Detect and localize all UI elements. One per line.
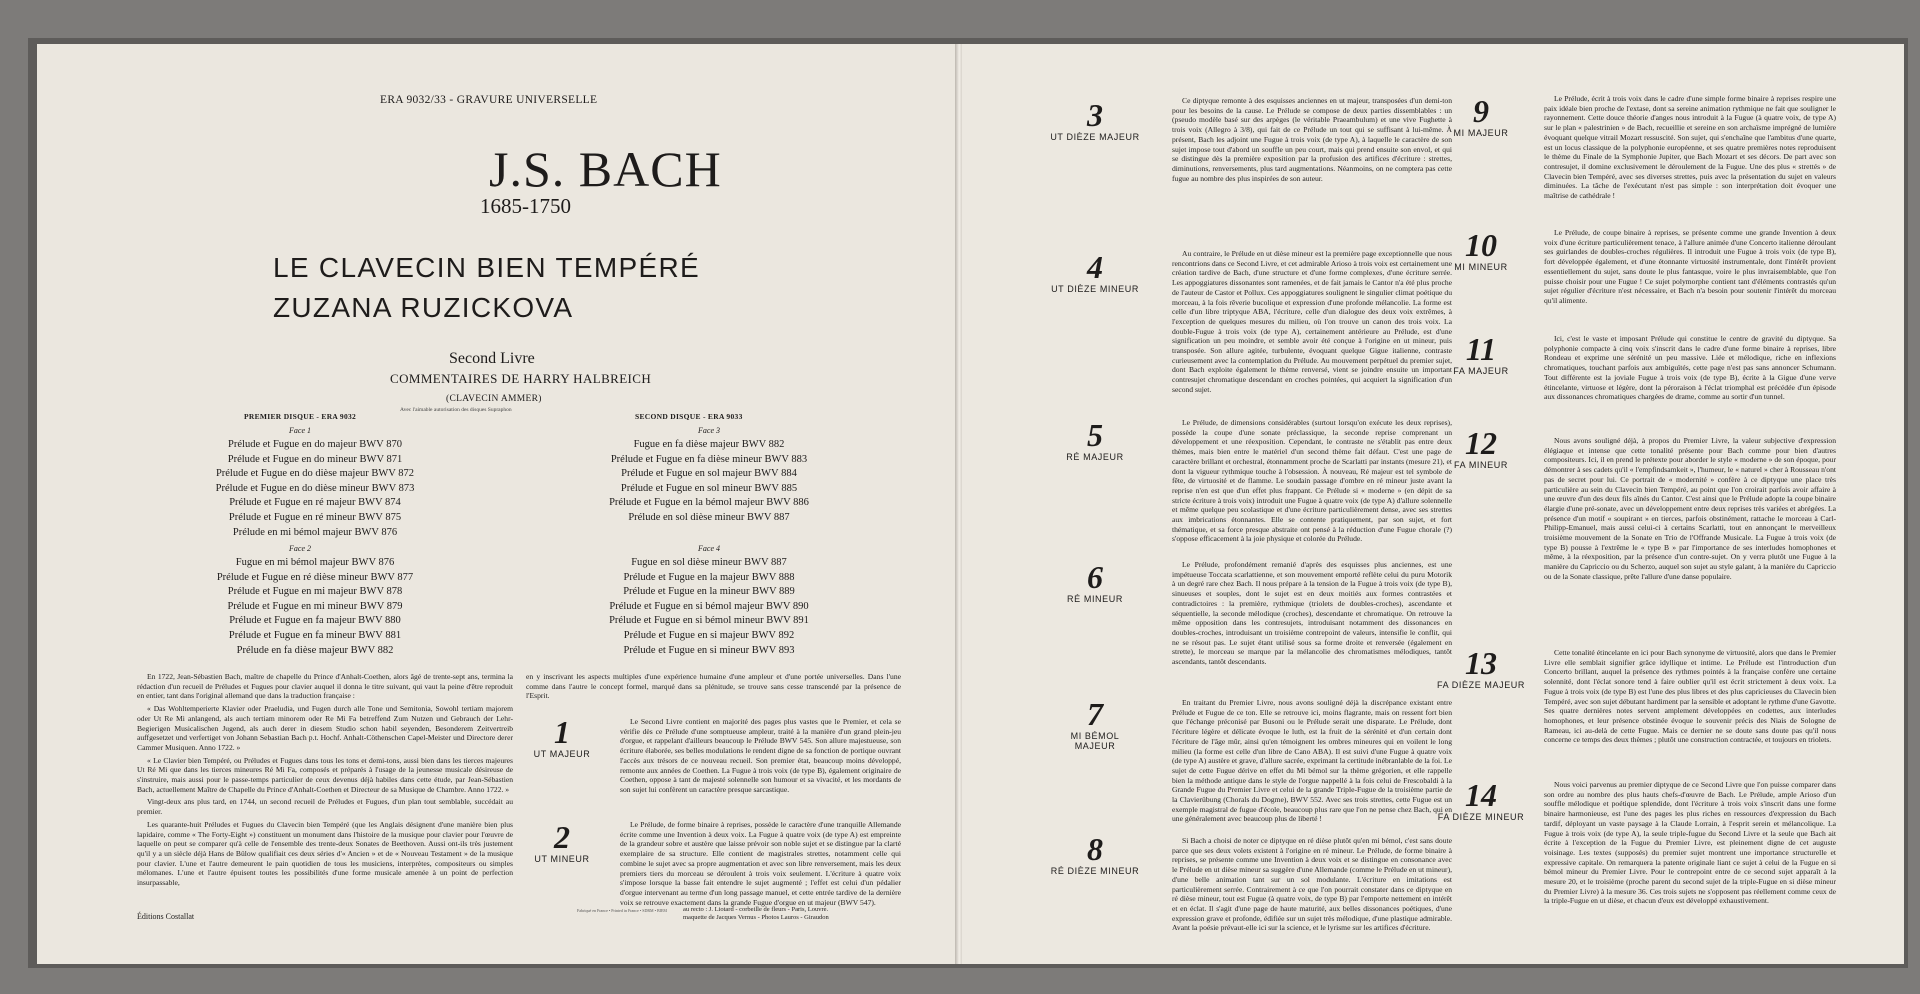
piece-key: UT MINEUR [534, 854, 590, 864]
piece-number-block [1050, 559, 1140, 604]
track-item: Prélude et Fugue en ré dièse mineur BWV 877 [216, 571, 414, 583]
intro-paragraph: Vingt-deux ans plus tard, en 1744, un second recueil de Préludes et Fugues, d'un plan tout semblable, succédait au premier. [137, 797, 513, 817]
piece-text: Nous avons souligné déjà, à propos du Premier Livre, la valeur subjective d'expression élégiaque et intense que cette tonalité présente pour Bach comme pour bien d'autres compositeurs. Ici, il en prend le prétexte pour aborder le style « moderne » de son époque, pour démontrer à ses cadets qu'il « l'empfindsamkeit », l'humeur, le « naturel » cher à Rousseau n'ont pas de secret pour lui. Ce portrait de « modernité » confère à ce diptyque une place très particulière au sein du Clavecin bien Tempéré, au point que l'on croirait parfois avoir affaire à une œuvre d'un des deux fils aînés du Cantor. C'est ainsi que le Prélude adopte la coupe binaire élargie d'une pré-sonate, avec un développement entre deux reprises très variées et abrégées. La présence d'un motif « soupirant » en tierces, parfois obstinément, rattache le morceau à Carl-Philipp-Emanuel, mais aussi celui-ci à certains Scarlatti, tout en annonçant le merveilleux troisième mouvement de la Sonate en Trio de l'Offrande Musicale. La Fugue à trois voix (de type B) pousse à l'extrême le « type B » par l'importance de ses interludes homophones et même, à la réexposition, par la présence d'un contre-sujet. On y verra plutôt une Fugue à la manière du Capriccio ou du Scherzo, auquel son sujet au style galant, à la manière du Capriccio ou de la Sonate classique, prête l'allure d'une danse populaire. [1544, 436, 1836, 581]
track-item: Prélude et Fugue en sol majeur BWV 884 [621, 468, 797, 480]
piece-number: 4 [1087, 249, 1103, 285]
intro-column-1 [137, 672, 513, 891]
piece-commentary [1172, 560, 1452, 692]
commentaires-credit: COMMENTAIRES DE HARRY HALBREICH [390, 371, 652, 386]
legal-notice: Fabriqué en France • Printed in France • SDRM • BIEM [577, 908, 667, 913]
left-page [37, 44, 955, 964]
piece-number-block [1050, 249, 1140, 294]
piece-commentary [1172, 96, 1452, 238]
piece-text: Le Prélude, profondément remanié d'après des esquisses plus anciennes, est une impétueuse Toccata scarlattienne, et son mouvement emporté reflète celui du puru Motorik à un degré rare chez Bach. Il nous prépare à la tension de la Fugue à trois voix (de type B), sinueuses et souples, dont le sujet est en deux moitiés aux formes contrastées et contradictoires : la première, rythmique (triolets de doubles-croches), ascendante et séquentielle, la seconde mélodique (croches), descendante et chromatique. On retrouve la même opposition dans les contresujets, introduisant notamment des dissonances en doubles-croches, introduisant un troisième contrepoint de valeurs, intensifie le conflit, qui ne se résout pas. Le sujet étant utilisé sous sa forme droite et renversée (également en strette), le morceau se marque par la mélancolie des chromatismes mélodiques, tantôt ascendants, tantôt descendants. [1172, 560, 1452, 667]
track-item: Prélude et Fugue en ré majeur BWV 874 [229, 497, 401, 509]
piece-number-block [1050, 696, 1140, 751]
piece-key: FA MINEUR [1454, 460, 1508, 470]
disc2-heading: SECOND DISQUE - ERA 9033 [635, 412, 743, 421]
track-item: Prélude et Fugue en la bémol majeur BWV 886 [609, 497, 809, 509]
piece-commentary [1172, 249, 1452, 411]
track-item: Prélude et Fugue en fa dièse mineur BWV 883 [610, 453, 808, 465]
piece-number: 7 [1087, 696, 1103, 732]
piece-number: 5 [1087, 417, 1103, 453]
piece-number: 8 [1087, 831, 1103, 867]
track-item: Prélude et Fugue en si bémol mineur BWV 891 [609, 615, 809, 627]
piece-commentary [620, 820, 901, 910]
piece-key: RÉ DIÈZE MINEUR [1050, 866, 1140, 876]
piece-commentary [1172, 836, 1452, 954]
catalog-number: ERA 9032/33 - GRAVURE UNIVERSELLE [380, 94, 598, 106]
piece-number: 3 [1087, 97, 1103, 133]
piece-commentary [620, 717, 901, 798]
instrument-note: (CLAVECIN AMMER) [446, 394, 542, 404]
piece-number: 13 [1465, 645, 1497, 681]
piece-number-block [1050, 417, 1140, 462]
piece-key: RÉ MAJEUR [1066, 452, 1124, 462]
piece-number: 12 [1465, 425, 1497, 461]
piece-key: FA DIÈZE MAJEUR [1436, 680, 1525, 690]
piece-number-block [1050, 831, 1140, 876]
work-title: LE CLAVECIN BIEN TEMPÉRÉ [273, 252, 700, 283]
piece-number-block [1436, 777, 1526, 822]
track-item: Prélude et Fugue en si bémol majeur BWV 890 [609, 600, 809, 612]
piece-text: Le Prélude, de forme binaire à reprises, possède le caractère d'une tranquille Allemande écrite comme une Invention à deux voix. La Fugue à quatre voix (de type A) est empreinte de la grandeur sobre et austère que laisse prévoir son noble sujet et se distingue par la clarté exemplaire de sa structure. Elle contient de magistrales strettes, notamment celle qui combine le sujet avec sa propre augmentation et avec son libre renversement, mais les deux premiers tiers du morceau se déroulent à trois voix seulement. L'écriture à quatre voix s'impose lorsque la basse fait entendre le sujet augmenté ; l'effet est celui d'un pédalier d'orgue intervenant au terme d'un long passage manuel, et cette entrée tardive de la dernière voix se retrouve exactement dans la grande Fugue d'orgue en ut majeur (BWV 547). [620, 820, 901, 907]
piece-key: FA MAJEUR [1453, 366, 1509, 376]
face2-label: Face 2 [289, 544, 311, 553]
piece-key: MI BÉMOL MAJEUR [1070, 731, 1120, 751]
track-item: Prélude et Fugue en do majeur BWV 870 [228, 439, 402, 450]
livre-title: Second Livre [449, 350, 535, 367]
track-item: Prélude et Fugue en si majeur BWV 892 [623, 629, 795, 641]
piece-number: 14 [1465, 777, 1497, 813]
track-item: Prélude en sol dièse mineur BWV 887 [628, 511, 790, 523]
composer-name: J.S. BACH [489, 141, 722, 197]
track-item: Prélude en fa dièse majeur BWV 882 [236, 644, 394, 656]
intro-paragraph: En 1722, Jean-Sébastien Bach, maître de chapelle du Prince d'Anhalt-Coethen, alors âgé de trente-sept ans, termina la rédaction d'un recueil de Préludes et Fugues pour clavier auquel il donna le titre suivant, qui vaut la peine d'être reproduit en entier, tant dans l'original allemand que dans la traduction française : [137, 672, 513, 701]
track-item: Prélude et Fugue en do mineur BWV 871 [227, 453, 403, 465]
piece-number-block [1436, 425, 1526, 470]
piece-text: Le Prélude, écrit à trois voix dans le cadre d'une simple forme binaire à reprises respire une paix idéale bien proche de l'extase, dont sa sereine animation rythmique ne fait que souligner le rayonnement. Cette douce théorie d'anges nous introduit à la Fugue (à quatre voix, de type A) sur le plan « palestrinien » de Bach, recueillie et sereine en son archaïsme imprégné de lumière évoquant quelque vitrail Mozart ressuscité. Son sujet, qui s'enchaîne que l'ambitus d'une quarte, est un locus classique de la polyphonie européenne, et ses quatre premières notes reproduisent le thème du Finale de la Symphonie Jupiter, que Bach Mozart et ses décors. De part avec son contresujet, il domine exclusivement le déroulement de la Fugue. Une des plus « strettés » de Clavecin bien Tempéré, avec ses diverses strettes, puis avec la présentation du sujet en valeurs diminuées. La tâche de l'exécutant n'est pas simple : son interprétation doit évoquer une maîtrise de cathédrale ! [1544, 94, 1836, 201]
piece-number: 1 [554, 714, 570, 750]
piece-commentary [1172, 698, 1452, 834]
track-item: Prélude et Fugue en do dièse mineur BWV 873 [215, 482, 415, 494]
track-item: Prélude et Fugue en la mineur BWV 889 [623, 586, 795, 598]
piece-number-block [1436, 227, 1526, 272]
piece-text: Ce diptyque remonte à des esquisses anciennes en ut majeur, transposées d'un demi-ton pour les besoins de la cause. Le Prélude se compose de deux parties dissemblables : un (pseudo modèle basé sur des arpèges (le véritable Praeambulum) et une vive Fughette à trois voix (Allegro à 3/8), qui fait de ce Prélude un tout qui se suffisant à lui-même. À présent, Bach les adjoint une Fugue à trois voix (de type A), à laquelle le caractère de son sujet impose tout d'abord un souffle un peu court, mais qui prend ensuite son envol, et qui se distingue dès la première exposition par la profusion des artifices d'écriture : strettes, diminutions, renversements, plus tard augmentations. Néanmoins, on ne compterа pas cette fugue au nombre des plus inspirées de son auteur. [1172, 96, 1452, 183]
gatefold-spine [955, 44, 962, 964]
piece-key: MI MINEUR [1454, 262, 1508, 272]
piece-text: Au contraire, le Prélude en ut dièse mineur est la première page exceptionnelle que nous rencontrions dans ce Second Livre, et cet admirable Arioso à trois voix est certainement une création tardive de Bach, d'une structure et d'une forme complexes, d'une écriture serrée. Les appoggiatures dissonantes sont ramenées, et de fait jamais le Cantor n'a été plus proche de l'auteur de Castor et Pollux. Ces appoggiatures soulignent le singulier climat poétique du morceau, à la fois rêverie bucolique et expression d'une profonde mélancolie. La forme est celle d'un libre triptyque ABA, l'écriture, celle d'un dialogue des deux voix extrêmes, à l'exception de quelques mesures du milieu, où l'on trouve un canon des trois voix. La double-Fugue à trois voix (de type A), certainement antérieure au Prélude, est d'une signification un peu moindre, et semble avoir été conçue à l'origine en ut mineur, puis transposée. Son allure agitée, turbulente, évoquant quelque Gigue italienne, contraste curieusement avec la contemplation du Prélude. Au mouvement perpétuel du premier sujet, dont Bach exploite également le thème renversé, vient se joindre ensuite un important contresujet chromatique descendant en croches pointées, qui acquiert la signification d'un second sujet. [1172, 249, 1452, 394]
track-item: Prélude et Fugue en ré mineur BWV 875 [228, 511, 402, 523]
face3-tracklist [559, 438, 859, 526]
track-item: Prélude et Fugue en sol mineur BWV 885 [620, 482, 798, 494]
piece-key: UT MAJEUR [533, 749, 591, 759]
piece-number: 11 [1465, 331, 1497, 367]
piece-commentary [1544, 780, 1836, 956]
right-page [962, 44, 1904, 964]
cover-credits [683, 906, 829, 922]
track-item: Prélude et Fugue en mi majeur BWV 878 [227, 586, 403, 598]
face2-tracklist [165, 556, 465, 658]
performer-name: ZUZANA RUZICKOVA [273, 292, 574, 323]
intro-paragraph: Les quarante-huit Préludes et Fugues du Clavecin bien Tempéré (que les Anglais désignent d'une manière bien plus lapidaire, comme « The Forty-Eight ») constituent un monument dans l'histoire de la musique pour clavier pour l'œuvre de laquelle on peut se comparer qu'à celle de l'ensemble des trente-deux Sonates de Beethoven. Aussi ont-ils très justement qu'il y a un siècle déjà Hans de Bülow qualifiait ces deux séries d'« Ancien » et de « Nouveau Testament » de la musique pour clavier. L'une et l'autre demeurent le pain quotidien de tous les musiciens, interprètes, compositeurs ou simples mélomanes. L'une et l'autre épuisent toutes les possibilités d'une forme musicale amenée à un point de perfection insurpassable, [137, 819, 513, 888]
track-item: Prélude en mi bémol majeur BWV 876 [232, 526, 398, 538]
credits-line: au recto : J. Liotard - corbeille de fleurs - Paris, Louvre. [683, 906, 829, 913]
piece-number: 2 [554, 819, 570, 855]
piece-text: Cette tonalité étincelante en ici pour Bach synonyme de virtuosité, alors que dans le Premier Livre elle semblait signifier grâce idyllique et intime. Le Prélude est l'introduction d'un Concerto brillant, auquel la présence des rythmes pointés à la française confère une certaine solennité, dont l'éclat sonore tend à faire oublier qu'il est écrit strictement à deux voix. La Fugue à trois voix (de type B) est l'une des plus libres et des plus capricieuses du Clavecin bien Tempéré, avec son sujet débutant hardiment par la sensible et adoptant le rythme d'une Gavotte. Ses quatre dernières notes servent amplement développées en codettes, aux interludes homophones, et leur présence obstinée évoque le souvenir précis des Niais de Sologne de Rameau, ici au-delà de cette Fugue. Mais ce dernier ne se doute sans doute pas qu'il nous concerne ce temps des deux thèmes ; plutôt une construction contractée, et toujours en triolets. [1544, 648, 1836, 745]
piece-text: Le Second Livre contient en majorité des pages plus vastes que le Premier, et cela se vérifie dès ce Prélude d'une somptueuse ampleur, traité à la manière d'un grand plein-jeu d'orgue, et rappelant d'ailleurs beaucoup le Prélude BWV 545. Son allure majestueuse, son écriture élaborée, ses belles modulations le rendent digne de sa fonction de portique ouvrant l'accès aux trésors de ce nouveau recueil. Son premier état, beaucoup moins développé, remonte aux années de Coethen. La Fugue à trois voix (de type B), également originaire de Coethen, oppose à tant de majesté solennelle son humour et sa vivacité, et les mordants de son sujet lui confèrent un caractère presque sarcastique. [620, 717, 901, 794]
face1-label: Face 1 [289, 426, 311, 435]
piece-commentary [1544, 436, 1836, 644]
face3-label: Face 3 [698, 426, 720, 435]
track-item: Prélude et Fugue en la majeur BWV 888 [623, 571, 795, 583]
piece-key: MI MAJEUR [1453, 128, 1509, 138]
piece-key: FA DIÈZE MINEUR [1437, 812, 1525, 822]
intro-column-2 [526, 672, 901, 704]
piece-commentary [1544, 94, 1836, 234]
publisher: Éditions Costallat [137, 912, 195, 921]
intro-paragraph: en y inscrivant les aspects multiples d'une expérience humaine d'une ampleur et d'une portée universelles. Dans l'une comme dans l'autre le concept formel, marqué dans sa plénitude, se trouve sans cesse transcendé par la présence de l'Esprit. [526, 672, 901, 701]
track-item: Prélude et Fugue en mi mineur BWV 879 [227, 600, 403, 612]
piece-number-block [1436, 331, 1526, 376]
piece-text: Le Prélude, de dimensions considérables (surtout lorsqu'on exécute les deux reprises), possède la coupe d'une sonate préclassique, la seconde reprise comprenant un développement et une réexposition. Cependant, le contraste ne s'établit pas entre deux thèmes, mais bien entre le matériel d'un second thème fait défaut. C'est une page de caractère brillant et orchestral, étonnamment proche de Scarlatti par instants (mesure 21), et dont la vigueur rythmique touche à l'obsession. À nouveau, Ré majeur est tel symbole de fête, de virtuosité et de flamme. Le soudain passage d'ombre en ré mineur juste avant la reprise n'en est que d'un effet plus frappant. Ce Prélude si « moderne » (en dépit de sa stricte écriture à trois voix) introduit une Fugue à quatre voix (de type A) d'allure solennelle et même quelque peu scolastique et d'une écriture particulièrement dense, avec ses strettes aux imbrications étonnantes. Elle se contente pratiquement, par son sujet, et fort thématique, et sa force presque abstraite ont pensé à la réduction d'une Fugue chorale (?) s'oppose efficacement à la joie physique et colorée du Prélude. [1172, 418, 1452, 544]
piece-number-block [529, 819, 595, 864]
face4-label: Face 4 [698, 544, 720, 553]
piece-number: 6 [1087, 559, 1103, 595]
piece-number-block [1436, 645, 1526, 690]
piece-number: 9 [1473, 93, 1489, 129]
piece-key: UT DIÈZE MINEUR [1051, 284, 1139, 294]
track-item: Fugue en mi bémol majeur BWV 876 [235, 557, 395, 568]
piece-text: En traitant du Premier Livre, nous avons souligné déjà la discrépance existant entre Prélude et Fugue de ce ton. Elle se retrouve ici, moins flagrante, mais on ressent fort bien que l'échange préconisé par Busoni ou le Prélude serait une disparate. Le Prélude, dont l'écriture légère et délicate évoque le luth, est la fruit de la sérénité et d'un certain dont l'écriture de l'âge mûr, ainsi qu'en témoignent les ombres mineures qui en voilent le long milieu (la forme est celle d'un libre de Cano ABA). Il est suivi d'une Fugue à quatre voix (de type A) austère et grave, d'allure sacrée, exprimant la certitude inébranlable de la foi. Le sujet de cette Fugue dérive en effet du Mi bémol sur la thème grégorien, et elle rappelle bien la méthode antique dans le style de l'orgue nappellé à la fois celui de Frescobaldi à la Grande Fugue du Premier Livre et celui de la grande Triple-Fugue de la troisième partie de la Clavierübung (Chorals du Dogme), BWV 552. Avec ses trois strettes, cette Fugue est un exemple magistral de fugue d'école, beaucoup plus rare que l'on ne pense chez Bach, qui en une généralement avec beaucoup plus de liberté ! [1172, 698, 1452, 824]
license-note: Avec l'aimable autorisation des disques Supraphon [400, 407, 512, 413]
piece-key: RÉ MINEUR [1067, 594, 1123, 604]
track-item: Prélude et Fugue en si mineur BWV 893 [623, 644, 795, 656]
disc1-heading: PREMIER DISQUE - ERA 9032 [244, 412, 357, 421]
face1-tracklist [165, 438, 465, 540]
piece-text: Le Prélude, de coupe binaire à reprises, se présente comme une grande Invention à deux voix d'une écriture particulièrement tenace, à l'allure animée d'une Concerto italienne déroulant ses guirlandes de doubles-croches régulières. Il introduit une Fugue à trois voix (de type B), fort développée également, et d'une étonnante virtuosité instrumentale, dont l'intérêt provient essentiellement du sujet, sans doute le plus fantasque, voire le plus invraisemblable, que l'on puisse choisir pour une Fugue ! Ce sujet polymorphe contient tant d'éléments contrastés qu'un sujet régulier d'écriture n'est nécessaire, et Bach n'a besoin pour soutenir l'intérêt du morceau qu'il alimente. [1544, 228, 1836, 305]
track-item: Prélude et Fugue en do dièse majeur BWV 872 [215, 468, 415, 480]
piece-number: 10 [1465, 227, 1497, 263]
track-item: Fugue en fa dièse majeur BWV 882 [633, 439, 785, 450]
credits-line: maquette de Jacques Vernus - Photos Lauros - Giraudon [683, 914, 829, 921]
track-item: Prélude et Fugue en fa mineur BWV 881 [228, 629, 402, 641]
composer-dates: 1685-1750 [480, 194, 571, 218]
intro-paragraph: « Das Wohltemperierte Klavier oder Praeludia, und Fugen durch alle Tone und Semitonia, Sowohl tertiam majorem oder Ut Re Mi anlangend, als auch tertiam minorem oder Re Mi Fa betreffend Zum Nutzen und Gebrauch der Lehr-Begierigen Musicalischen Jugend, als auch derer in diesem Studio schon habil seyenden, Besonderem Zeitvertreib auffgesetzet und verfertiget von Johann Sebastian Bach p.t. Hochf. Anhalt-Cöthenschen Capel-Meister und Directore derer Cammer Musiquen. Anno 1722. » [137, 704, 513, 752]
piece-commentary [1544, 228, 1836, 328]
piece-commentary [1544, 648, 1836, 778]
track-item: Prélude et Fugue en fa majeur BWV 880 [229, 615, 401, 627]
piece-text: Nous voici parvenus au premier diptyque de ce Second Livre que l'on puisse comparer dans son ordre au nombre des plus hauts chefs-d'œuvre de Bach. Le Prélude, ample Arioso d'un souffle mélodique et poétique splendide, dont l'écriture à trois voix s'inscrit dans une forme binaire harmonieuse, est l'une des pages les plus riches en ressources d'expression du Bach tardif, déployant un vaste paysage à la Claude Lorrain, à l'esprit serein et mélancolique. La Fugue à trois voix (de type A), la seule triple-fugue du Second Livre et la seule que Bach ait écrite à l'exception de la Fugue du Premier Livre, est pleinement digne de cet auguste voisinage. Les textes (supposés) du premier sujet montrent une importance structurelle et expressive capitale. On remarquera la patente originale liant ce sujet à celui de la Fugue en si bémol mineur du Premier Livre. Pour le contrepoint entre de ce second sujet apparaît à la mesure 20, et le troisième (proche parent du second sujet de la triple-Fugue en si dièse mineur du Premier Livre) à la mesure 36. Ces trois sujets ne s'opposent pas réellement comme ceux de la triple-Fugue en ut dièse, et chacun d'eux est développé exhaustivement. [1544, 780, 1836, 906]
track-item: Fugue en sol dièse mineur BWV 887 [631, 557, 787, 568]
piece-text: Si Bach a choisi de noter ce diptyque en ré dièse plutôt qu'en mi bémol, c'est sans doute parce que ses deux volets existent à l'origine en ré mineur. Le Prélude, de forme binaire à reprises, se présente comme une Invention à deux voix et se distingue en consonance avec le Prélude en ut dièse mineur sa suggère d'une Allemande (comme le Prélude en ut mineur), d'une belle animation tant sur un sol modulante. L'écriture en imitations est particulièrement serrée. Contrairement à ce que l'on pourrait constater dans ce diptyque en ré dièse mineur, tout est Fugue (à quatre voix, de type B) par l'emporte nettement en intérêt et en éclat. Il s'agit d'une page de haute maturité, aux belles dissonances poétiques, d'une expression grave et profonde, édifiée sur un sujet très mélodique, d'une plastique admirable. Avant la poésie prévaut-elle ici sur la science, et le lyrisme sur les artifices d'écriture. [1172, 836, 1452, 933]
piece-number-block [529, 714, 595, 759]
piece-text: Ici, c'est le vaste et imposant Prélude qui constitue le centre de gravité du diptyque. Sa polyphonie compacte à cinq voix s'inscrit dans le cadre d'une forme binaire à reprises, libre Rondeau et exprime une sérénité un peu massive. Liée et mélodique, riche en inflexions chromatiques, touchant parfois aux ambiguïtés, cette page n'est pas sans annoncer Schumann. Tout différente est la joviale Fugue à trois voix (de type B), écrite à la Gigue d'une verve étincelante, virtuose et légère, dont la péroraison à l'éclat triomphal est précédée d'un épisode aux dissonances chromatiques chargées de drame, comme au sortir d'un tunnel. [1544, 334, 1836, 402]
intro-paragraph: « Le Clavier bien Tempéré, ou Préludes et Fugues dans tous les tons et demi-tons, aussi bien dans les tierces majeures Ut Ré Mi que dans les tierces mineures Ré Mi Fa, composés et préparés à l'usage de la jeunesse musicale désireuse de s'instruire, mais aussi pour le passe-temps particulier de ceux devenus déjà habiles dans cette étude, par Jean-Sébastien Bach, actuellement Maître de Chapelle du Prince d'Anhalt-Coethen et Directeur de sa Musique de Chambre. Anno 1722. » [137, 755, 513, 794]
face4-tracklist [559, 556, 859, 658]
piece-number-block [1436, 93, 1526, 138]
piece-commentary [1172, 418, 1452, 552]
piece-key: UT DIÈZE MAJEUR [1050, 132, 1140, 142]
piece-number-block [1050, 97, 1140, 142]
